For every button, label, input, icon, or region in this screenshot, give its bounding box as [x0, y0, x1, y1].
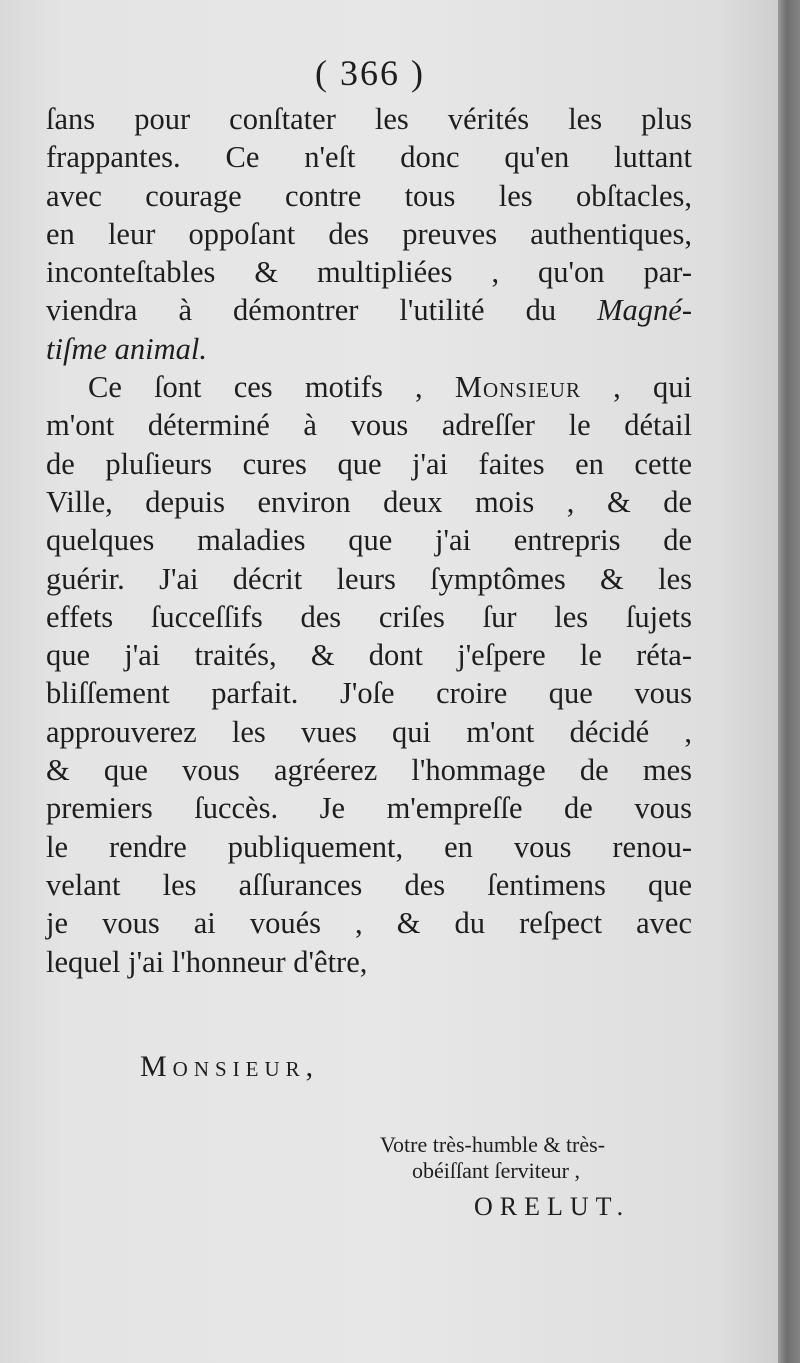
text-segment: approuverez les vues qui m'ont décidé , — [46, 714, 692, 749]
text-line — [46, 100, 692, 138]
text-segment: guérir. J'ai décrit leurs ſymptômes & les — [46, 561, 692, 596]
text-line — [46, 521, 692, 559]
text-line — [46, 636, 692, 674]
letter-body — [46, 100, 692, 981]
text-segment: Ville, depuis environ deux mois , & de — [46, 484, 692, 519]
text-line — [46, 866, 692, 904]
text-line — [46, 406, 692, 444]
text-segment: m'ont déterminé à vous adreſſer le détail — [46, 408, 692, 443]
text-line — [46, 215, 692, 253]
text-segment: velant les aſſurances des ſentimens que — [46, 867, 692, 902]
text-segment: ſans pour conſtater les vérités les plus — [46, 102, 692, 136]
text-segment: en leur oppoſant des preuves authentiques, — [46, 216, 692, 251]
text-segment: de pluſieurs cures que j'ai faites en cette — [46, 446, 692, 481]
text-segment: le rendre publiquement, en vous renou- — [46, 829, 692, 864]
text-segment: frappantes. Ce n'eſt donc qu'en luttant — [46, 140, 692, 175]
text-line — [46, 943, 692, 981]
page-number: ( 366 ) — [315, 53, 425, 93]
text-line — [46, 789, 692, 827]
text-line — [46, 560, 692, 598]
text-segment: lequel j'ai l'honneur d'être, — [46, 944, 368, 979]
closing-salutation: Monsieur, — [140, 1050, 320, 1083]
text-line — [46, 598, 692, 636]
signoff-line-1: Votre très-humble & très- — [380, 1132, 606, 1157]
text-segment: Ce ſont ces motifs , — [88, 370, 455, 405]
text-segment: viendra à démontrer l'utilité du — [46, 293, 598, 328]
text-line — [46, 445, 692, 483]
text-segment: je vous ai voués , & du reſpect avec — [46, 906, 692, 941]
text-line — [46, 177, 692, 215]
text-line — [46, 291, 692, 329]
text-segment: effets ſucceſſifs des criſes ſur les ſujets — [46, 599, 692, 634]
text-segment: & que vous agréerez l'hommage de mes — [46, 753, 692, 788]
text-line — [46, 330, 692, 368]
text-segment: avec courage contre tous les obſtacles, — [46, 178, 692, 213]
text-segment: que j'ai traités, & dont j'eſpere le réta- — [46, 638, 692, 673]
signoff-line-2: obéiſſant ſerviteur , — [412, 1158, 580, 1183]
text-line — [46, 713, 692, 751]
book-gutter — [778, 0, 800, 1363]
text-line — [46, 483, 692, 521]
text-line — [46, 904, 692, 942]
text-line — [46, 751, 692, 789]
text-line — [46, 138, 692, 176]
text-segment: premiers ſuccès. Je m'empreſſe de vous — [46, 791, 692, 826]
text-segment: tiſme animal. — [46, 331, 207, 366]
text-segment: quelques maladies que j'ai entrepris de — [46, 523, 692, 558]
text-line — [46, 828, 692, 866]
text-line — [46, 253, 692, 291]
signature: ORELUT. — [474, 1192, 631, 1221]
text-line — [46, 368, 692, 406]
text-segment: bliſſement parfait. J'oſe croire que vous — [46, 676, 692, 711]
text-line — [46, 674, 692, 712]
text-segment: Magné- — [597, 293, 692, 328]
text-segment: inconteſtables & multipliées , qu'on par- — [46, 255, 692, 290]
text-segment: Monsieur — [454, 370, 581, 405]
text-segment: , qui — [580, 370, 692, 405]
